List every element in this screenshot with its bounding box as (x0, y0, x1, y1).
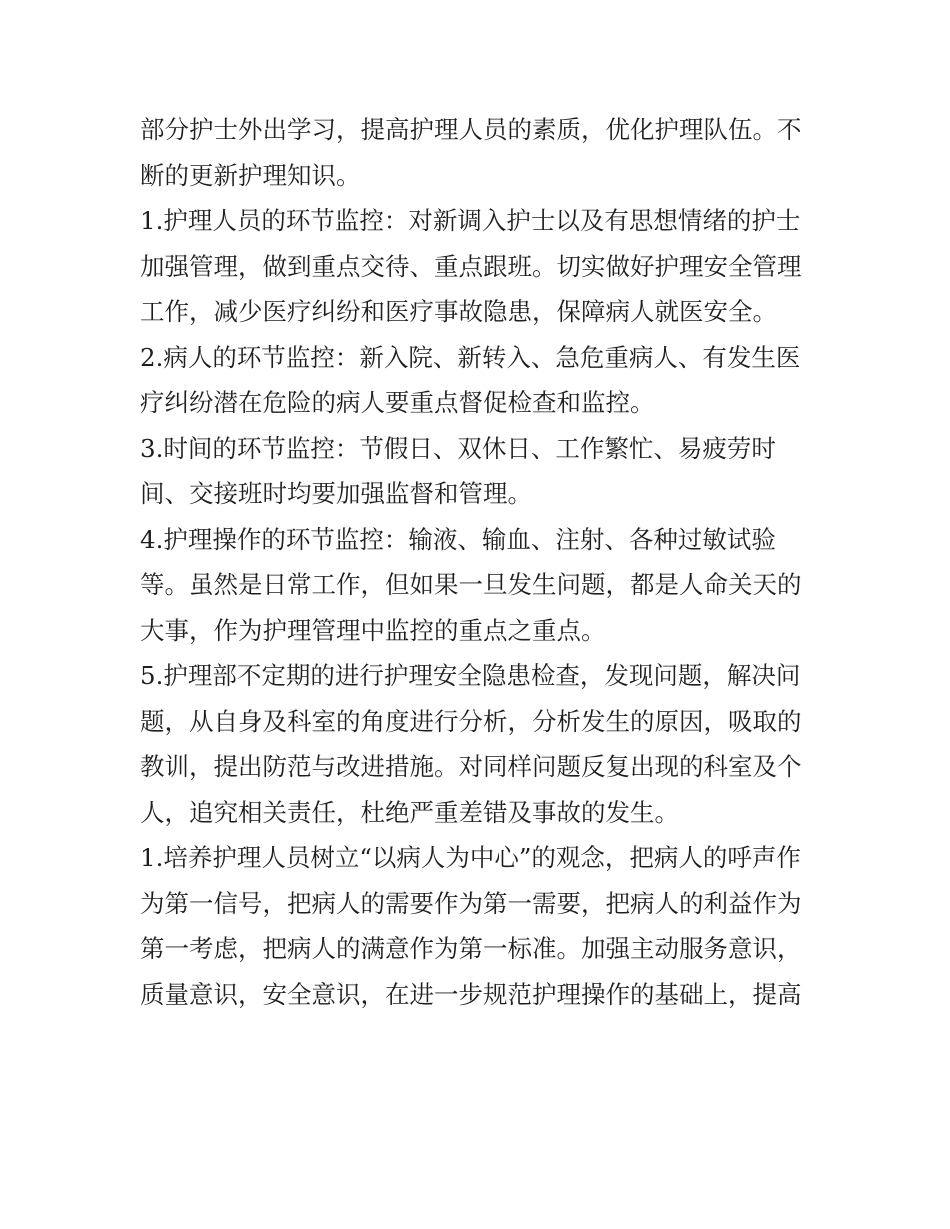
text-line: 为第一信号，把病人的需要作为第一需要，把病人的利益作为 (140, 888, 802, 918)
text-line: 疗纠纷潜在危险的病人要重点督促检查和监控。 (140, 388, 655, 417)
text-line: 质量意识，安全意识，在进一步规范护理操作的基础上，提高 (140, 979, 802, 1009)
text-line: 1.护理人员的环节监控：对新调入护士以及有思想情绪的护士 (140, 206, 801, 235)
text-line: 3.时间的环节监控：节假日、双休日、工作繁忙、易疲劳时 (140, 433, 776, 463)
text-line: 间、交接班时均要加强监督和管理。 (140, 479, 532, 508)
text-line: 4.护理操作的环节监控：输液、输血、注射、各种过敏试验 (140, 524, 776, 554)
text-line: 2.病人的环节监控：新入院、新转入、急危重病人、有发生医 (140, 342, 801, 372)
text-line: 大事，作为护理管理中监控的重点之重点。 (140, 615, 606, 645)
text-line: 人，追究相关责任，杜绝严重差错及事故的发生。 (140, 797, 679, 827)
text-line: 加强管理，做到重点交待、重点跟班。切实做好护理安全管理 (140, 251, 802, 281)
text-line: 教训，提出防范与改进措施。对同样问题反复出现的科室及个 (140, 752, 802, 781)
text-line: 第一考虑，把病人的满意作为第一标准。加强主动服务意识， (140, 934, 802, 963)
text-line: 工作，减少医疗纠纷和医疗事故隐患，保障病人就医安全。 (140, 297, 777, 326)
text-line: 等。虽然是日常工作，但如果一旦发生问题，都是人命关天的 (140, 570, 802, 599)
text-line: 断的更新护理知识。 (140, 160, 361, 190)
text-line: 1.培养护理人员树立“以病人为中心”的观念，把病人的呼声作 (140, 843, 801, 872)
document-body (140, 107, 820, 1017)
text-line: 部分护士外出学习，提高护理人员的素质，优化护理队伍。不 (140, 115, 802, 144)
text-line: 5.护理部不定期的进行护理安全隐患检查，发现问题，解决问 (140, 661, 801, 690)
text-line: 题，从自身及科室的角度进行分析，分析发生的原因，吸取的 (140, 706, 802, 736)
